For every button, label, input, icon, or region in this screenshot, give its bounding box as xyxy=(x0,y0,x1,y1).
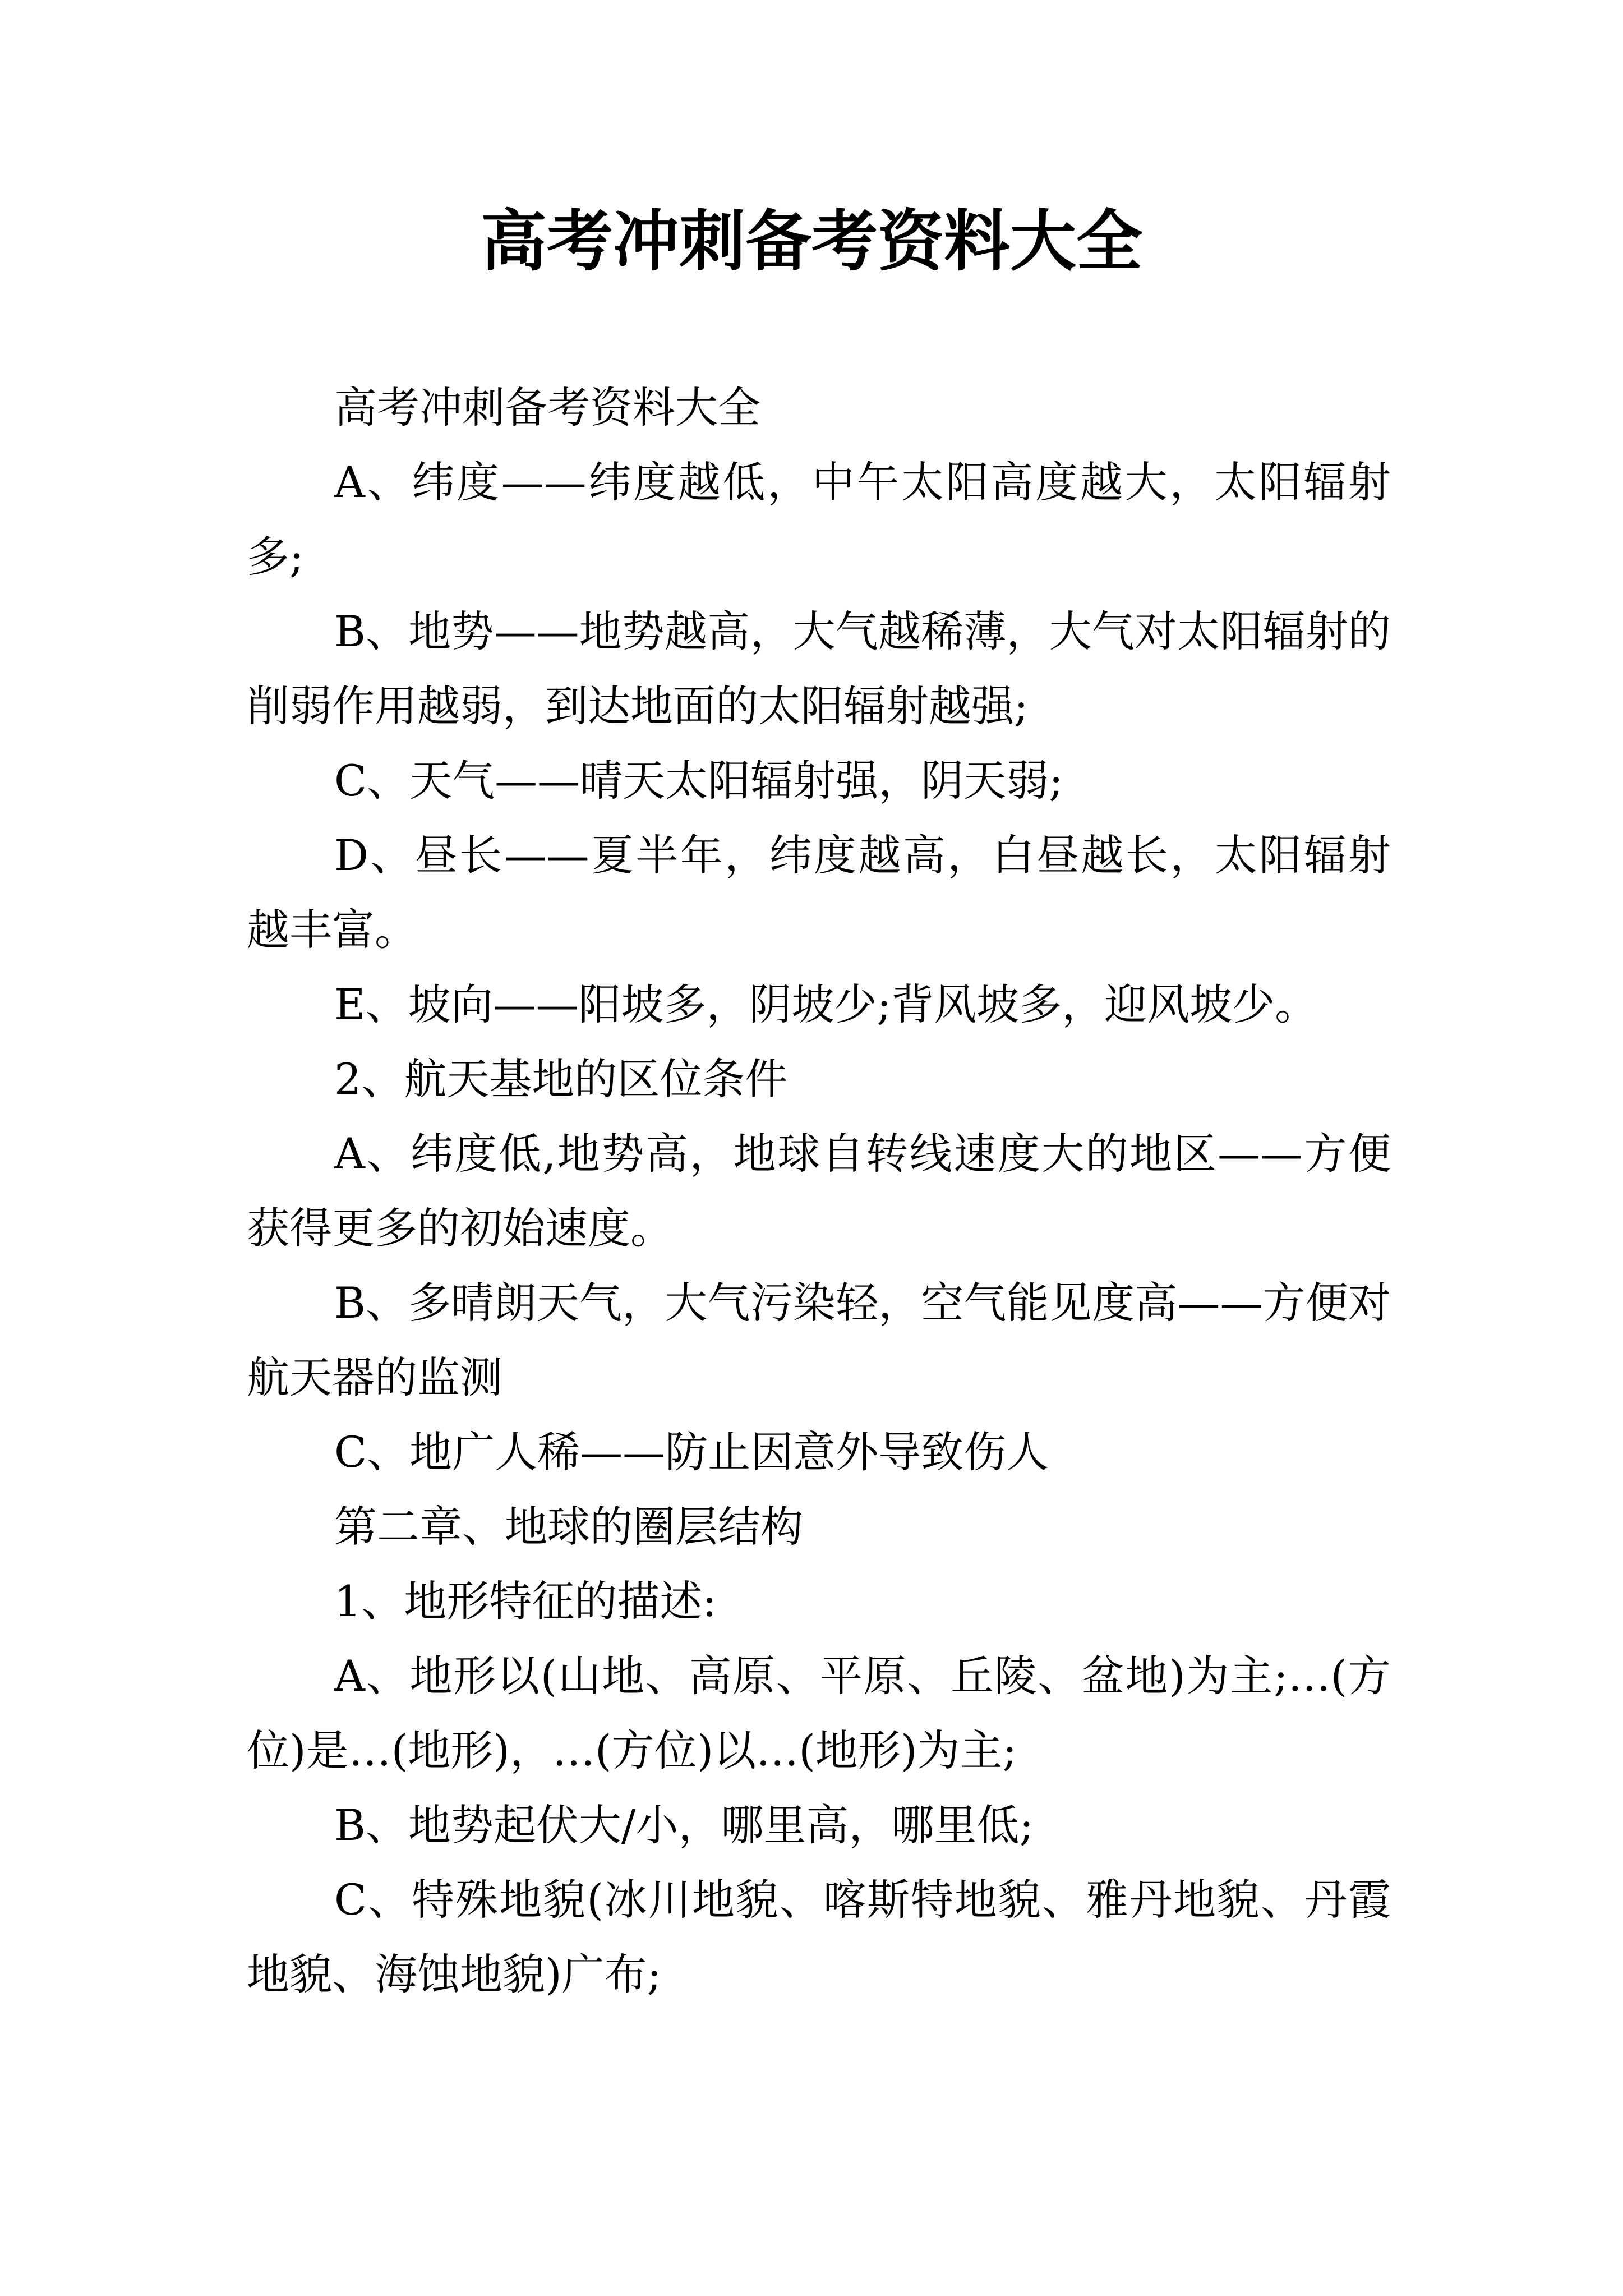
paragraph: E、坡向——阳坡多，阴坡少;背风坡多，迎风坡少。 xyxy=(334,979,1318,1029)
document-title: 高考冲刺备考资料大全 xyxy=(480,202,1142,280)
paragraph: 高考冲刺备考资料大全 xyxy=(334,383,760,432)
paragraph: C、特殊地貌(冰川地貌、喀斯特地貌、雅丹地貌、丹霞地貌、海蚀地貌)广布; xyxy=(247,1875,1391,1999)
paragraph: A、纬度低,地势高，地球自转线速度大的地区——方便获得更多的初始速度。 xyxy=(247,1129,1391,1253)
paragraph: B、多晴朗天气，大气污染轻，空气能见度高——方便对航天器的监测 xyxy=(247,1278,1391,1402)
paragraph: B、地势起伏大/小，哪里高，哪里低; xyxy=(334,1800,1034,1850)
paragraph: C、地广人稀——防止因意外导致伤人 xyxy=(334,1427,1049,1477)
paragraph: A、地形以(山地、高原、平原、丘陵、盆地)为主;…(方位)是…(地形)，…(方位)以…(地形)为主; xyxy=(247,1651,1391,1775)
paragraph: 1、地形特征的描述: xyxy=(334,1576,717,1626)
paragraph: A、纬度——纬度越低，中午太阳高度越大，太阳辐射多; xyxy=(247,457,1391,582)
document-body xyxy=(247,370,1391,2012)
paragraph: C、天气——晴天太阳辐射强，阴天弱; xyxy=(334,756,1063,806)
paragraph: B、地势——地势越高，大气越稀薄，大气对太阳辐射的削弱作用越弱，到达地面的太阳辐射越强; xyxy=(247,606,1391,731)
paragraph: 2、航天基地的区位条件 xyxy=(334,1054,788,1104)
paragraph: D、昼长——夏半年，纬度越高，白昼越长，太阳辐射越丰富。 xyxy=(247,830,1391,955)
paragraph: 第二章、地球的圈层结构 xyxy=(334,1502,803,1552)
